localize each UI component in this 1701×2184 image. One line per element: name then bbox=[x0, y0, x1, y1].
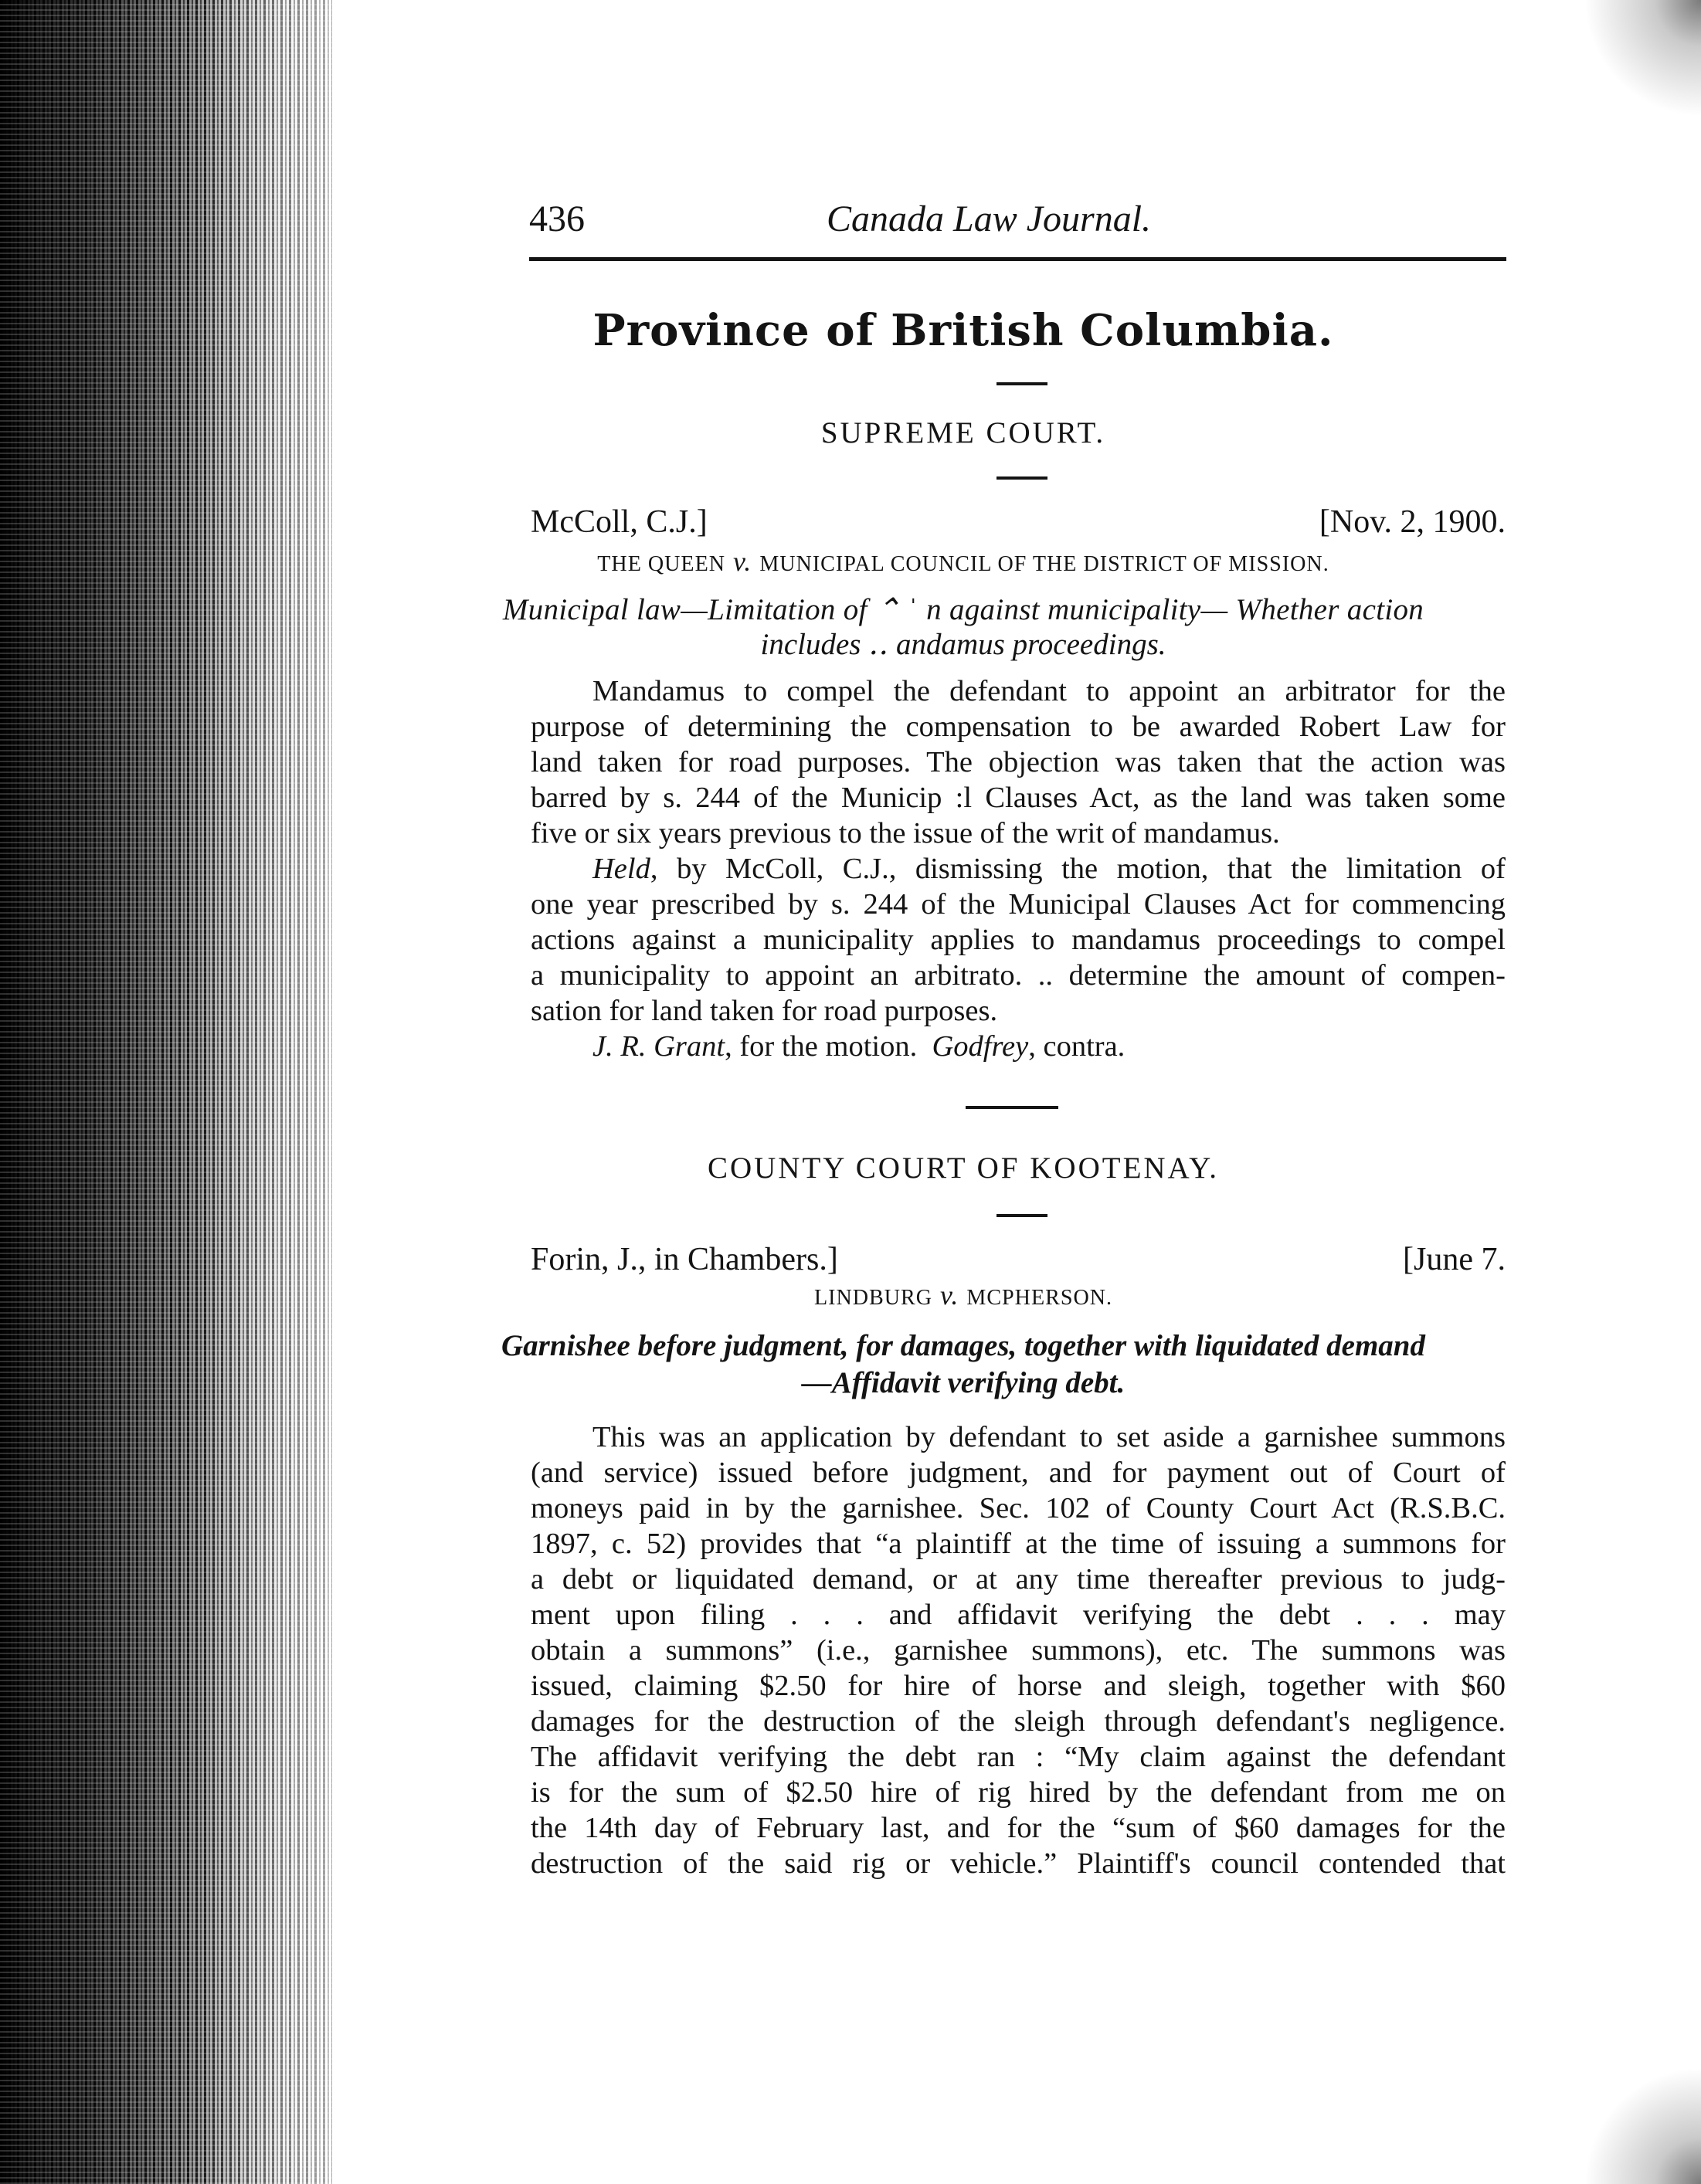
paragraph-line: sation for land taken for road purposes. bbox=[531, 995, 998, 1027]
case-party-defendant: MUNICIPAL COUNCIL OF THE DISTRICT OF MISSION. bbox=[759, 552, 1329, 576]
paragraph-line: purpose of determining the compensation to be awarded Robert Law for bbox=[531, 710, 1506, 743]
header-rule bbox=[529, 257, 1506, 261]
case-body-paragraph bbox=[531, 673, 1506, 851]
headnote-line: includes ‥ andamus proceedings. bbox=[760, 628, 1166, 661]
paragraph-line: obtain a summons” (i.e., garnishee summons), etc. The summons was bbox=[531, 1634, 1506, 1667]
paragraph-line: moneys paid in by the garnishee. Sec. 102 of County Court Act (R.S.B.C. bbox=[531, 1492, 1506, 1524]
paragraph-line: a debt or liquidated demand, or at any time thereafter previous to judg- bbox=[531, 1563, 1506, 1596]
paragraph-line: 1897, c. 52) provides that “a plaintiff at the time of issuing a summons for bbox=[531, 1528, 1506, 1560]
case-party-plaintiff: THE QUEEN bbox=[597, 552, 725, 576]
ornament-rule bbox=[996, 1214, 1047, 1217]
headnote-line: Garnishee before judgment, for damages, together with liquidated demand bbox=[501, 1329, 1426, 1362]
held-paragraph bbox=[531, 851, 1506, 1029]
paragraph-line: the 14th day of February last, and for the “sum of $60 damages for the bbox=[531, 1812, 1506, 1844]
counsel-name: J. R. Grant bbox=[592, 1030, 725, 1063]
case-versus: v. bbox=[733, 546, 752, 577]
county-court-heading: COUNTY COURT OF KOOTENAY. bbox=[707, 1151, 1220, 1185]
case-party-defendant: MCPHERSON. bbox=[966, 1286, 1113, 1310]
paragraph-line: barred by s. 244 of the Municip :l Clauses Act, as the land was taken some bbox=[531, 782, 1506, 814]
counsel-line bbox=[531, 1029, 1506, 1064]
paragraph-line: destruction of the said rig or vehicle.” Plaintiff's council contended that bbox=[531, 1847, 1506, 1880]
case-name bbox=[0, 545, 1701, 578]
paragraph-line: The affidavit verifying the debt ran : “My claim against the defendant bbox=[531, 1741, 1506, 1773]
province-title: Province of British Columbia. bbox=[592, 305, 1334, 356]
judge-name: Forin, J., in Chambers.] bbox=[531, 1242, 838, 1277]
ornament-rule bbox=[996, 476, 1047, 480]
section-divider bbox=[966, 1106, 1058, 1109]
paragraph-line: This was an application by defendant to set aside a garnishee summons bbox=[592, 1421, 1506, 1453]
decision-date: [June 7. bbox=[1403, 1242, 1506, 1277]
paragraph-line: a municipality to appoint an arbitrato. .. determine the amount of compen- bbox=[531, 959, 1506, 992]
paragraph-line: actions against a municipality applies to mandamus proceedings to compel bbox=[531, 924, 1506, 956]
paragraph-line: issued, claiming $2.50 for hire of horse and sleigh, together with $60 bbox=[531, 1670, 1506, 1702]
scan-corner-shadow-top bbox=[1570, 0, 1701, 131]
running-head: Canada Law Journal. bbox=[827, 198, 1152, 239]
held-text: , by McColl, C.J., dismissing the motion, that the limitation of bbox=[650, 853, 1506, 885]
counsel-role: , for the motion. bbox=[725, 1030, 918, 1063]
case-party-plaintiff: LINDBURG bbox=[813, 1286, 933, 1310]
paragraph-line: ment upon filing . . . and affidavit verifying the debt . . . may bbox=[531, 1599, 1506, 1631]
paragraph-line: land taken for road purposes. The objection was taken that the action was bbox=[531, 746, 1506, 778]
decision-date: [Nov. 2, 1900. bbox=[1319, 504, 1506, 540]
case-body-paragraph bbox=[531, 1419, 1506, 1881]
case-versus: v. bbox=[940, 1280, 959, 1311]
paragraph-line: damages for the destruction of the sleigh through defendant's negligence. bbox=[531, 1705, 1506, 1738]
supreme-court-heading: SUPREME COURT. bbox=[820, 416, 1106, 449]
paragraph-line: is for the sum of $2.50 hire of rig hired by the defendant from me on bbox=[531, 1776, 1506, 1809]
paragraph-line bbox=[531, 851, 1506, 887]
case-name bbox=[0, 1279, 1701, 1311]
scan-corner-shadow-bottom bbox=[1570, 2053, 1701, 2184]
counsel-role: , contra. bbox=[1028, 1030, 1126, 1063]
paragraph-line: five or six years previous to the issue of the writ of mandamus. bbox=[531, 817, 1280, 850]
counsel-name: Godfrey bbox=[932, 1030, 1029, 1063]
headnote-line: —Affidavit verifying debt. bbox=[801, 1366, 1126, 1399]
page-number: 436 bbox=[529, 198, 585, 239]
paragraph-line: one year prescribed by s. 244 of the Municipal Clauses Act for commencing bbox=[531, 888, 1506, 921]
ornament-rule bbox=[996, 382, 1047, 385]
judge-name: McColl, C.J.] bbox=[531, 504, 708, 540]
paragraph-line: Mandamus to compel the defendant to appoint an arbitrator for the bbox=[592, 675, 1506, 707]
held-label: Held bbox=[592, 853, 650, 885]
paragraph-line bbox=[531, 1029, 1506, 1064]
headnote-line: Municipal law—Limitation of ⌃ ˈ n against municipality— Whether action bbox=[502, 593, 1424, 626]
paragraph-line: (and service) issued before judgment, and for payment out of Court of bbox=[531, 1457, 1506, 1489]
